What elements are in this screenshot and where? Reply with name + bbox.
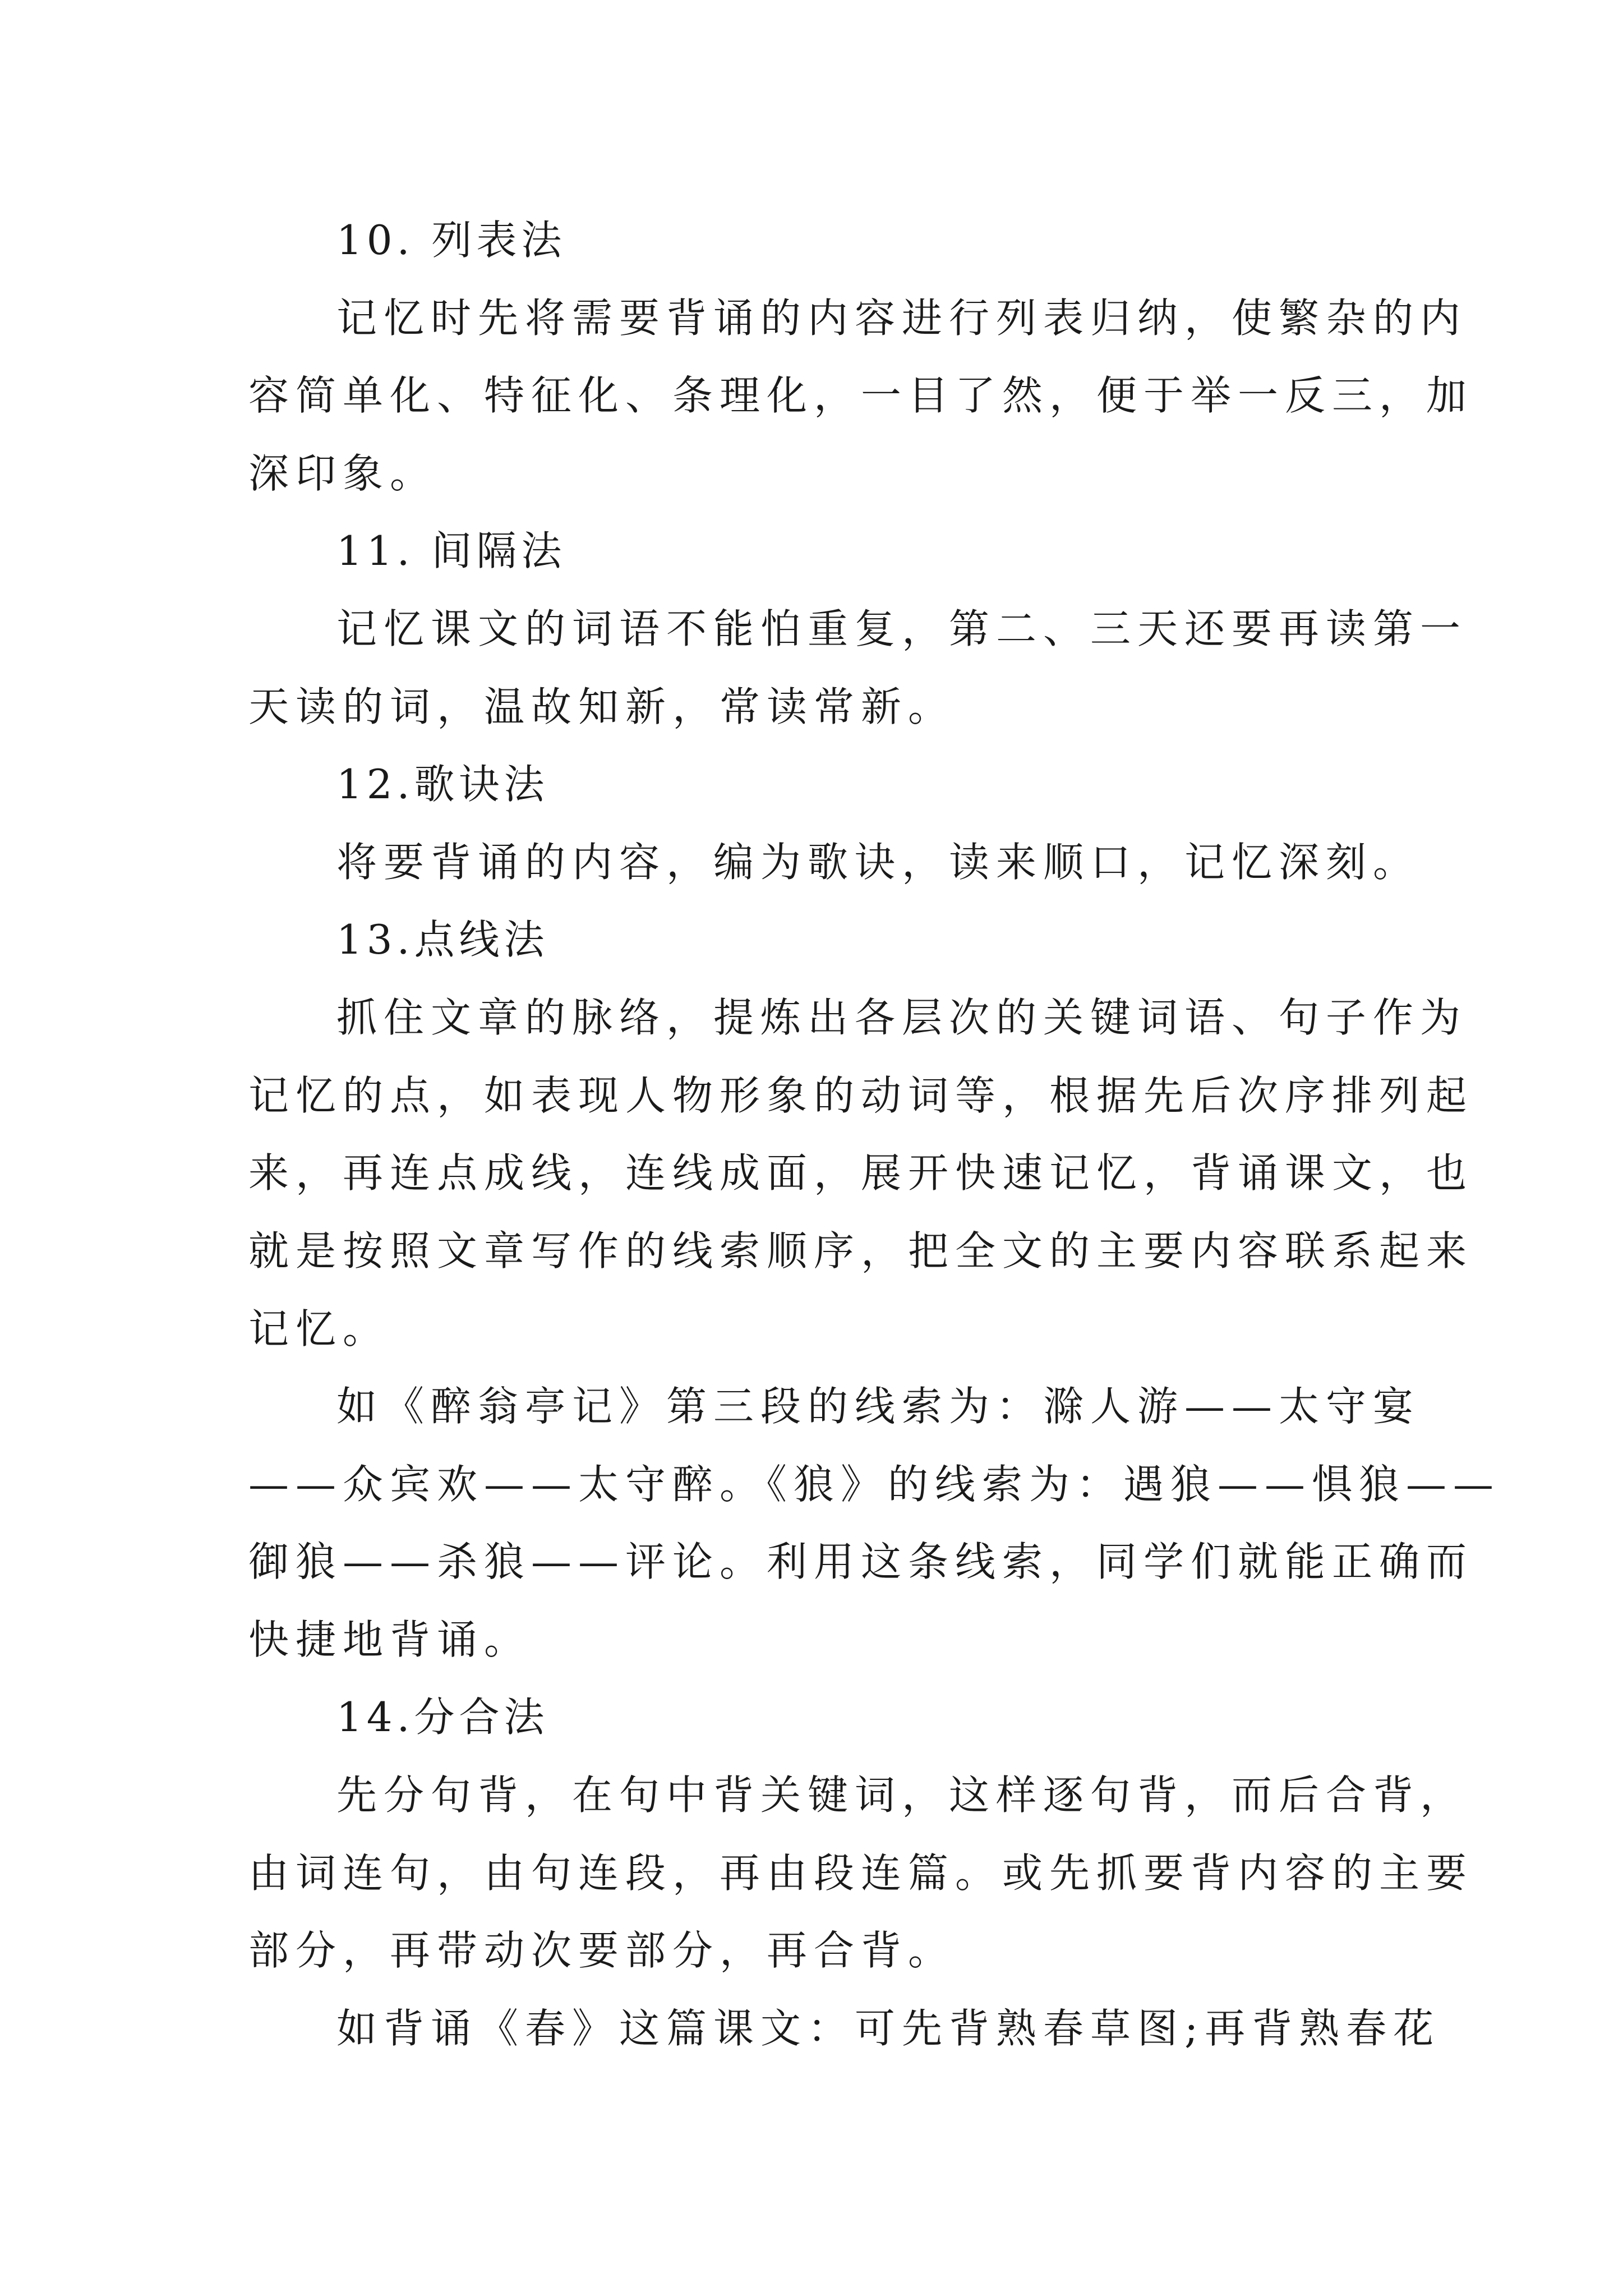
section-13-para-1-line-5: 记忆。 [248,1305,390,1352]
section-14-heading: 14.分合法 [336,1694,549,1741]
section-12-heading: 12.歌诀法 [336,761,549,808]
section-11-para-1-line-2: 天读的词，温故知新，常读常新。 [248,683,956,730]
section-13-para-2-line-2: ——众宾欢——太守醉。《狼》的线索为：遇狼——惧狼—— [248,1461,1501,1508]
section-10-heading: 10. 列表法 [336,217,566,264]
section-14-para-1-line-3: 部分，再带动次要部分，再合背。 [248,1927,956,1974]
section-14-para-1-line-2: 由词连句，由句连段，再由段连篇。或先抓要背内容的主要 [248,1849,1474,1897]
section-13-para-1-line-4: 就是按照文章写作的线索顺序，把全文的主要内容联系起来 [248,1227,1474,1274]
section-13-para-2-line-4: 快捷地背诵。 [248,1616,532,1663]
section-11-heading: 11. 间隔法 [336,527,566,574]
section-13-para-1-line-1: 抓住文章的脉络，提炼出各层次的关键词语、句子作为 [336,994,1468,1041]
section-11-para-1-line-1: 记忆课文的词语不能怕重复，第二、三天还要再读第一 [336,605,1468,652]
section-12-para-1-line-1: 将要背诵的内容，编为歌诀，读来顺口，记忆深刻。 [336,839,1421,886]
section-13-para-1-line-2: 记忆的点，如表现人物形象的动词等，根据先后次序排列起 [248,1072,1474,1119]
section-10-para-1-line-2: 容简单化、特征化、条理化，一目了然，便于举一反三，加 [248,372,1474,419]
section-14-para-1-line-1: 先分句背，在句中背关键词，这样逐句背，而后合背， [336,1772,1468,1819]
section-14-para-2-line-1: 如背诵《春》这篇课文：可先背熟春草图;再背熟春花 [336,2005,1441,2052]
section-13-para-2-line-3: 御狼——杀狼——评论。利用这条线索，同学们就能正确而 [248,1538,1474,1585]
section-13-para-2-line-1: 如《醉翁亭记》第三段的线索为：滁人游——太守宴 [336,1383,1421,1430]
section-10-para-1-line-3: 深印象。 [248,450,437,497]
section-13-para-1-line-3: 来，再连点成线，连线成面，展开快速记忆，背诵课文，也 [248,1149,1474,1197]
section-13-heading: 13.点线法 [336,916,549,963]
section-10-para-1-line-1: 记忆时先将需要背诵的内容进行列表归纳，使繁杂的内 [336,295,1468,342]
